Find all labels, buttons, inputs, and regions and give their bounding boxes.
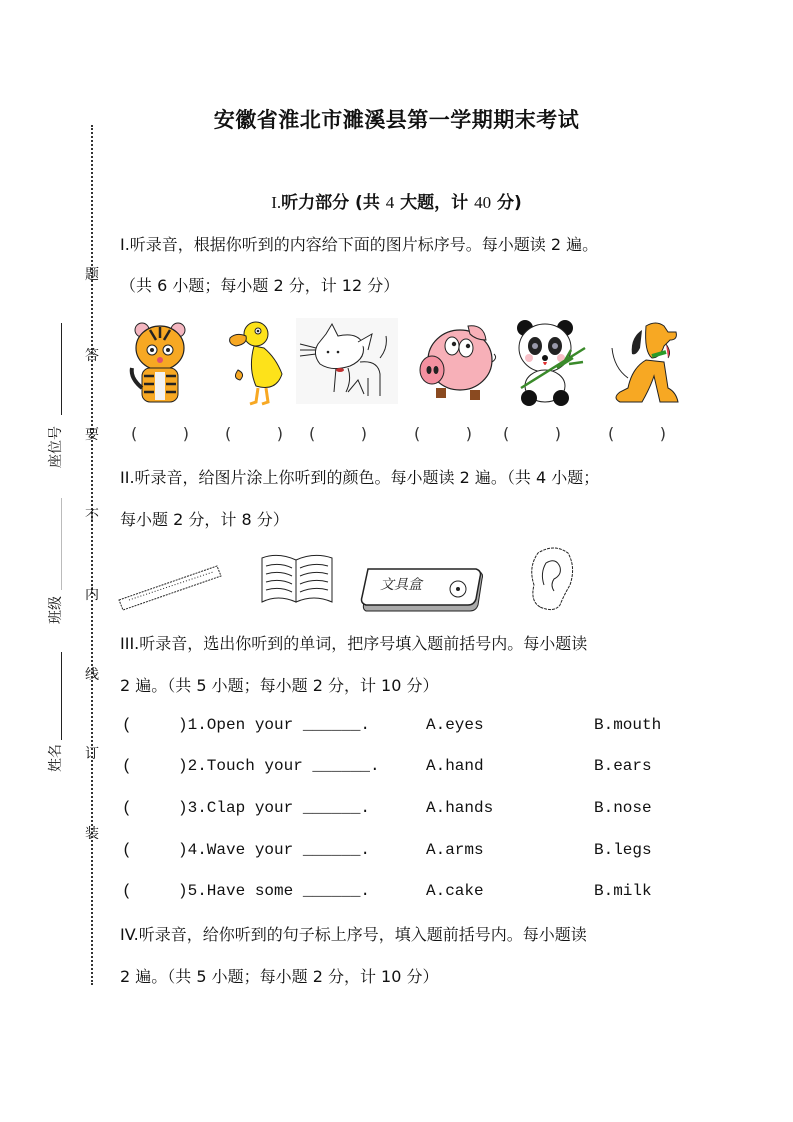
section4-score-note: 2 遍。（共 5 小题；每小题 2 分，计 10 分） xyxy=(120,967,439,986)
question-prompt: )4.Wave your ______. xyxy=(178,841,371,859)
answer-blank[interactable]: ( ) xyxy=(503,424,561,443)
question-prompt: )1.Open your ______. xyxy=(178,716,371,734)
option-b: B.milk xyxy=(594,882,652,900)
duck-picture xyxy=(226,318,288,408)
section1-answer-row xyxy=(0,424,793,444)
tiger-picture xyxy=(128,318,200,408)
option-b: B.legs xyxy=(594,841,652,859)
seat-number-label: 座位号 xyxy=(48,426,64,468)
seal-char: 装 xyxy=(85,826,99,842)
question-prompt: )3.Clap your ______. xyxy=(178,799,371,817)
seal-char: 线 xyxy=(85,667,99,683)
question-row xyxy=(120,882,680,904)
book-picture xyxy=(258,552,336,608)
question-row xyxy=(120,757,680,779)
option-a: A.arms xyxy=(426,841,484,859)
pig-picture xyxy=(414,318,500,408)
section2-score-note: 每小题 2 分，计 8 分） xyxy=(120,510,289,529)
name-field[interactable] xyxy=(61,652,62,740)
question-row xyxy=(120,799,680,821)
name-label: 姓名 xyxy=(48,744,64,772)
seal-char: 题 xyxy=(85,267,99,283)
seal-char: 不 xyxy=(85,508,99,524)
answer-blank[interactable]: ( xyxy=(122,841,132,859)
question-row xyxy=(120,716,680,738)
option-b: B.nose xyxy=(594,799,652,817)
pencil-box-picture xyxy=(360,565,486,613)
answer-blank[interactable]: ( ) xyxy=(131,424,189,443)
section1-instruction: I.听录音，根据你听到的内容给下面的图片标序号。每小题读 2 遍。 xyxy=(120,235,599,254)
option-a: A.cake xyxy=(426,882,484,900)
answer-blank[interactable]: ( xyxy=(122,716,132,734)
option-a: A.eyes xyxy=(426,716,484,734)
seal-char: 要 xyxy=(85,427,99,443)
seal-char: 内 xyxy=(85,587,99,603)
dog-picture xyxy=(606,318,682,408)
answer-blank[interactable]: ( ) xyxy=(608,424,666,443)
option-b: B.ears xyxy=(594,757,652,775)
class-field[interactable] xyxy=(61,498,62,590)
class-label: 班级 xyxy=(48,596,64,624)
binding-dotted-line xyxy=(91,125,93,985)
seal-char: 订 xyxy=(85,746,99,762)
section3-score-note: 2 遍。（共 5 小题；每小题 2 分，计 10 分） xyxy=(120,676,439,695)
seal-char: 答 xyxy=(85,348,99,364)
cat-picture xyxy=(296,318,398,408)
option-a: A.hand xyxy=(426,757,484,775)
question-prompt: )2.Touch your ______. xyxy=(178,757,380,775)
answer-blank[interactable]: ( xyxy=(122,882,132,900)
ear-picture xyxy=(526,545,578,615)
ruler-picture xyxy=(117,560,223,616)
section1-score-note: （共 6 小题；每小题 2 分，计 12 分） xyxy=(120,276,400,295)
section3-instruction: III.听录音，选出你听到的单词，把序号填入题前括号内。每小题读 xyxy=(120,634,588,653)
section2-instruction: II.听录音，给图片涂上你听到的颜色。每小题读 2 遍。（共 4 小题； xyxy=(120,468,600,487)
exam-title: 安徽省淮北市濉溪县第一学期期末考试 xyxy=(213,108,580,132)
option-b: B.mouth xyxy=(594,716,662,734)
question-row xyxy=(120,841,680,863)
part-heading: I.听力部分 (共 4 大题，计 40 分) xyxy=(271,193,522,213)
part-roman: I. xyxy=(271,193,282,212)
answer-blank[interactable]: ( ) xyxy=(225,424,283,443)
pencil-box-text: 文具盒 xyxy=(380,577,422,593)
seat-number-field[interactable] xyxy=(61,323,62,415)
answer-blank[interactable]: ( ) xyxy=(414,424,472,443)
question-prompt: )5.Have some ______. xyxy=(178,882,371,900)
answer-blank[interactable]: ( xyxy=(122,799,132,817)
panda-picture xyxy=(513,318,593,408)
option-a: A.hands xyxy=(426,799,494,817)
section4-instruction: IV.听录音，给你听到的句子标上序号，填入题前括号内。每小题读 xyxy=(120,925,587,944)
answer-blank[interactable]: ( xyxy=(122,757,132,775)
answer-blank[interactable]: ( ) xyxy=(309,424,367,443)
